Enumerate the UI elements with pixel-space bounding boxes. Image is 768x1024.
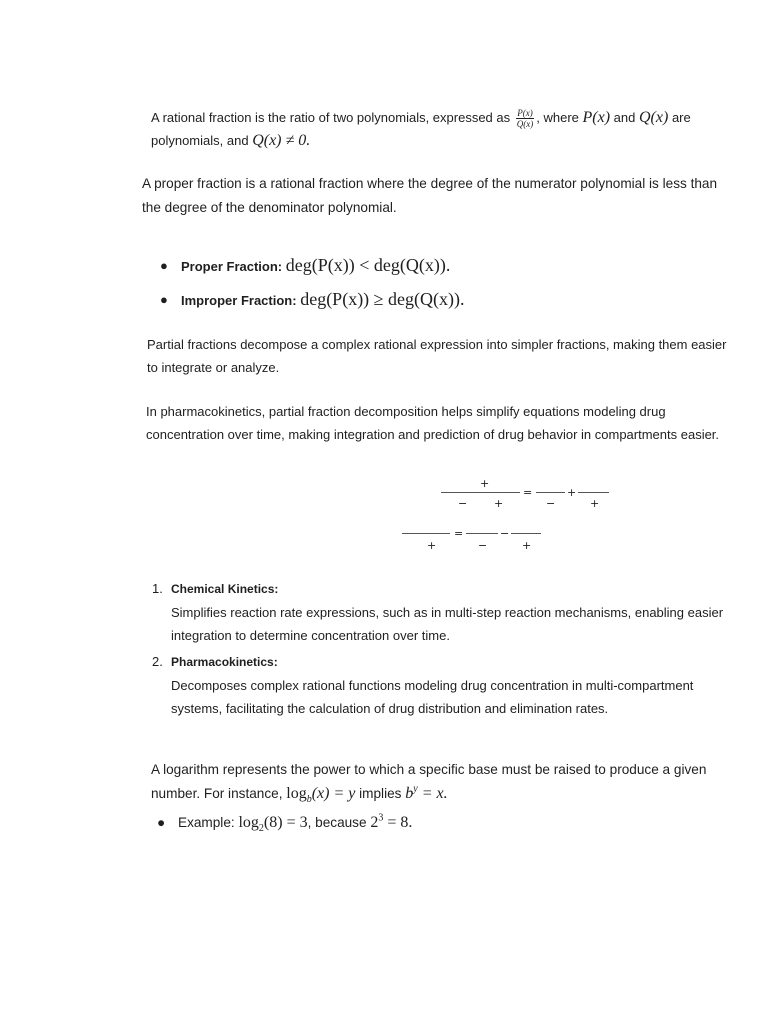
list-item-description: Simplifies reaction rate expressions, such as in multi-step reaction mechanisms, enabling easier integration to determine concentration over time.	[171, 605, 724, 643]
partial-fractions-paragraph	[147, 333, 727, 379]
definition-are: are	[671, 110, 691, 125]
bullet-icon: ●	[160, 258, 168, 273]
eq1-minus-b: −	[546, 497, 556, 510]
eq2-minus-mid: −	[500, 527, 510, 540]
logarithm-text-line-1: A logarithm represents the power to which a specific base must be raised to produce a given	[151, 762, 707, 777]
eq1-plus-b: +	[590, 497, 600, 510]
list-item	[152, 650, 731, 720]
list-item-number: 1.	[152, 581, 163, 596]
list-item-formula: deg(P(x)) < deg(Q(x)).	[285, 255, 451, 275]
example-because: , because	[307, 815, 367, 830]
applications-list	[152, 577, 731, 720]
eq1-plus-mid: +	[567, 486, 577, 499]
eq2-minus-a: −	[478, 539, 488, 552]
definition-line-1	[151, 106, 741, 129]
list-item	[160, 249, 681, 283]
math-power-expression: $b^y = x$.	[405, 783, 448, 802]
fraction-numerator: P(x)	[517, 108, 533, 119]
bullet-icon: ●	[157, 815, 166, 830]
logarithm-for-instance: number. For instance,	[151, 786, 283, 801]
example-list	[157, 811, 678, 835]
eq2-fraction-bar-mid	[466, 533, 498, 534]
eq1-fraction-bar-left	[441, 492, 520, 493]
eq2-plus-b: +	[522, 539, 532, 552]
definition-line-2	[151, 129, 741, 152]
example-label: Example:	[178, 815, 235, 830]
definition-polynomials: polynomials, and	[151, 133, 249, 149]
fraction-p-over-q	[516, 108, 535, 129]
math-p-of-x: P(x)	[582, 109, 611, 126]
logarithm-text-line-2	[151, 782, 751, 806]
logarithm-implies: implies	[359, 786, 402, 801]
list-item-title: Chemical Kinetics:	[171, 582, 279, 596]
math-q-nonzero: Q(x) ≠ 0.	[252, 132, 311, 150]
rational-fraction-definition	[151, 106, 741, 152]
math-log-expression: $\log_b(x) = y$	[286, 785, 356, 806]
bullet-icon: ●	[160, 292, 168, 307]
definition-text: A rational fraction is the ratio of two polynomials, expressed as	[151, 110, 511, 125]
eq1-fraction-bar-right	[578, 492, 609, 493]
eq1-fraction-bar-mid	[536, 492, 565, 493]
definition-and: and	[613, 110, 636, 125]
eq1-plus-a: +	[494, 497, 504, 510]
proper-fraction-paragraph	[142, 172, 732, 220]
eq1-minus-a: −	[458, 497, 468, 510]
pharmacokinetics-text: In pharmacokinetics, partial fraction decomposition helps simplify equations modeling drug concentration over time, making integration and prediction of drug behavior in compartments easier.	[146, 404, 720, 442]
degree-list	[160, 249, 681, 317]
logarithm-paragraph	[151, 758, 751, 806]
list-item	[160, 283, 681, 317]
list-item	[152, 577, 731, 647]
list-item	[157, 811, 678, 835]
list-item-title: Pharmacokinetics:	[171, 655, 278, 669]
eq2-fraction-bar-right	[511, 533, 541, 534]
definition-where: , where	[536, 110, 579, 125]
eq1-equals: =	[523, 486, 533, 499]
list-item-label: Proper Fraction:	[181, 259, 283, 274]
eq2-fraction-bar-left	[402, 533, 450, 534]
math-example-log: $\log_2(8) = 3$	[238, 814, 308, 835]
eq1-plus-top: +	[480, 477, 490, 490]
proper-fraction-text: A proper fraction is a rational fraction where the degree of the numerator polynomial is less than the degree of the denominator polynomial.	[142, 176, 718, 215]
math-example-power: $2^3 = 8$.	[370, 812, 413, 831]
pharmacokinetics-paragraph	[146, 400, 721, 446]
fraction-denominator: Q(x)	[516, 119, 534, 130]
list-item-description: Decomposes complex rational functions modeling drug concentration in multi-compartment systems, facilitating the calculation of drug distribution and elimination rates.	[171, 678, 694, 716]
eq2-equals: =	[454, 527, 464, 540]
math-q-of-x: Q(x)	[639, 109, 669, 126]
partial-fractions-text: Partial fractions decompose a complex rational expression into simpler fractions, making them easier to integrate or analyze.	[147, 337, 727, 375]
list-item-label: Improper Fraction:	[181, 293, 297, 308]
eq2-plus-a: +	[427, 539, 437, 552]
list-item-number: 2.	[152, 654, 163, 669]
list-item-formula: deg(P(x)) ≥ deg(Q(x)).	[300, 289, 465, 309]
